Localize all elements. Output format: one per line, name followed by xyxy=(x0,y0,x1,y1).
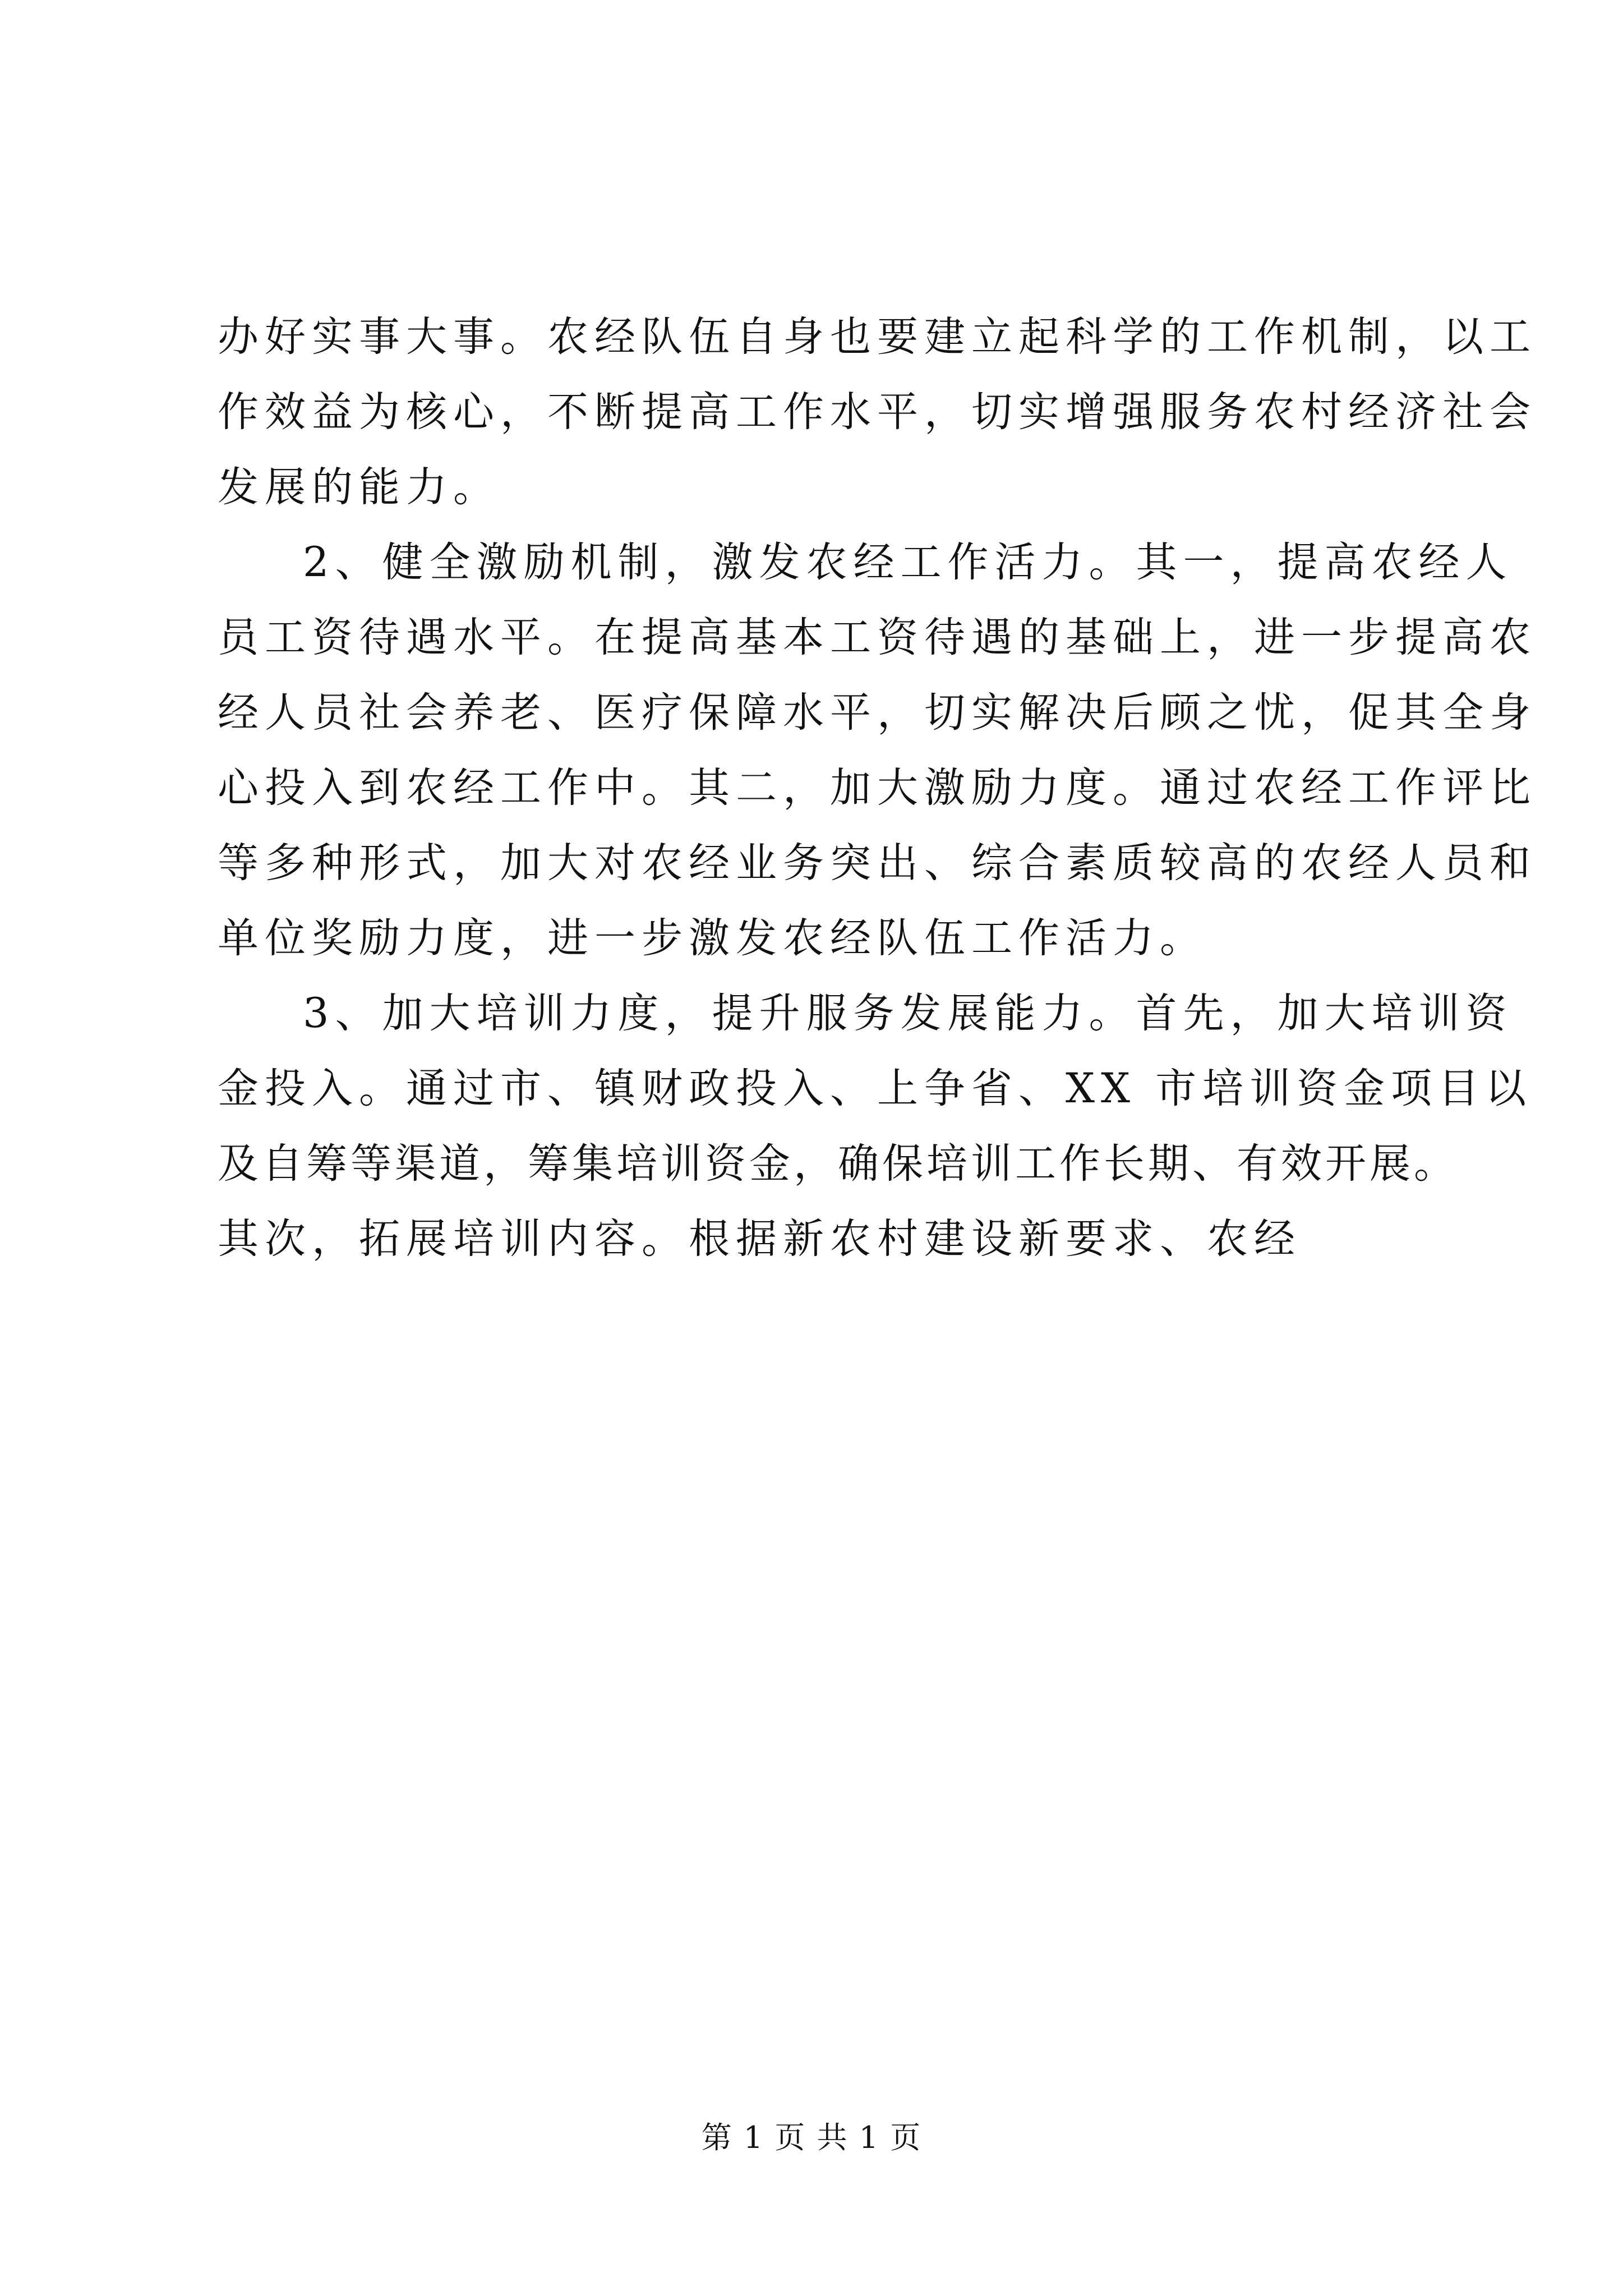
document-body xyxy=(218,300,1537,1277)
paragraph-2 xyxy=(218,525,1537,976)
text-line: 金投入。通过市、镇财政投入、上争省、XX 市培训资金项目以 xyxy=(218,1065,1533,1112)
text-line: 等多种形式，加大对农经业务突出、综合素质较高的农经人员和 xyxy=(218,839,1537,887)
text-line: 2、健全激励机制，激发农经工作活力。其一，提高农经人 xyxy=(303,539,1513,586)
text-line: 单位奖励力度，进一步激发农经队伍工作活力。 xyxy=(218,914,1207,962)
text-line: 经人员社会养老、医疗保障水平，切实解决后顾之忧，促其全身 xyxy=(218,689,1537,737)
text-line: 其次，拓展培训内容。根据新农村建设新要求、农经 xyxy=(218,1215,1301,1263)
paragraph-1 xyxy=(218,300,1537,525)
text-line: 3、加大培训力度，提升服务发展能力。首先，加大培训资 xyxy=(303,990,1513,1037)
text-line: 心投入到农经工作中。其二，加大激励力度。通过农经工作评比 xyxy=(218,764,1537,812)
paragraph-3 xyxy=(218,976,1533,1277)
text-line: 办好实事大事。农经队伍自身也要建立起科学的工作机制，以工 xyxy=(218,313,1537,361)
page-number-footer: 第 1 页 共 1 页 xyxy=(701,2120,922,2155)
text-line: 作效益为核心，不断提高工作水平，切实增强服务农村经济社会 xyxy=(218,388,1537,436)
text-line: 发展的能力。 xyxy=(218,463,500,511)
text-line: 员工资待遇水平。在提高基本工资待遇的基础上，进一步提高农 xyxy=(218,614,1537,661)
text-line: 及自筹等渠道，筹集培训资金，确保培训工作长期、有效开展。 xyxy=(218,1140,1458,1188)
